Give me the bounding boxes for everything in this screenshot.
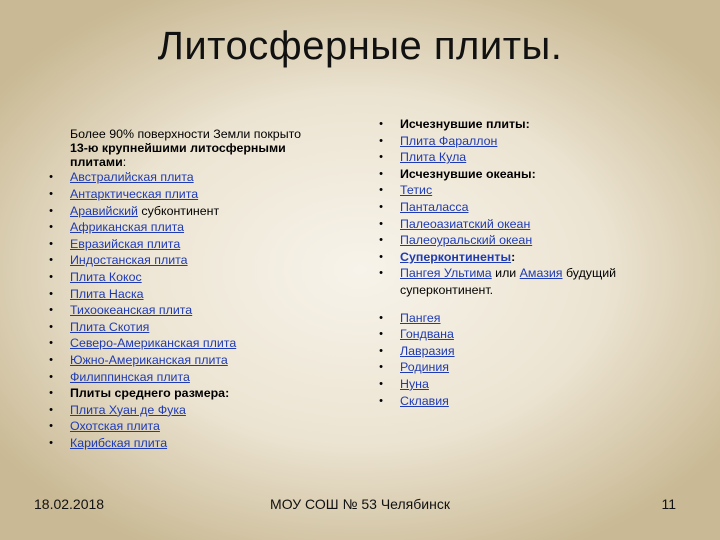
list-item	[49, 169, 340, 186]
list-item	[49, 236, 340, 253]
list-item	[379, 265, 668, 298]
footer-school: МОУ СОШ № 53 Челябинск	[270, 496, 450, 512]
list-item	[379, 393, 668, 410]
list-item	[379, 310, 668, 327]
item-link[interactable]: Палеоазиатский океан	[400, 216, 531, 231]
bullet-icon: •	[379, 134, 383, 147]
list-item	[49, 252, 340, 269]
item-link[interactable]: Гондвана	[400, 327, 454, 342]
bullet-icon: •	[49, 221, 53, 234]
item-link[interactable]: Родиния	[400, 360, 449, 375]
item-link[interactable]: Охотская плита	[70, 419, 160, 434]
list-item	[49, 286, 340, 303]
item-link[interactable]: Плита Скотия	[70, 319, 150, 334]
list-item	[379, 166, 668, 183]
list-item	[379, 199, 668, 216]
bullet-icon: •	[379, 267, 383, 280]
list-item	[49, 319, 340, 336]
bullet-icon: •	[49, 370, 53, 383]
item-link[interactable]: Плита Наска	[70, 286, 144, 301]
bullet-icon: •	[49, 304, 53, 317]
intro-plain: Более 90% поверхности Земли покрыто	[70, 127, 302, 141]
extinct-features-list	[379, 116, 668, 409]
list-item	[49, 369, 340, 386]
item-text: субконтинент	[137, 203, 220, 218]
bullet-icon: •	[49, 254, 53, 267]
item-link[interactable]: Плита Кула	[400, 150, 467, 165]
bullet-icon: •	[49, 337, 53, 350]
bullet-icon: •	[49, 287, 53, 300]
bullet-icon: •	[49, 204, 53, 217]
item-link[interactable]: Склавия	[400, 393, 449, 408]
list-item	[49, 385, 340, 402]
item-link[interactable]: Южно-Американская плита	[70, 352, 228, 367]
list-item	[379, 182, 668, 199]
list-item	[379, 133, 668, 150]
bullet-icon: •	[49, 187, 53, 200]
list-item	[379, 326, 668, 343]
item-heading: Исчезнувшие плиты:	[400, 117, 530, 131]
item-link[interactable]: Австралийская плита	[70, 170, 194, 185]
bullet-icon: •	[49, 387, 53, 400]
item-link[interactable]: Африканская плита	[70, 220, 185, 235]
bullet-icon: •	[49, 270, 53, 283]
bullet-icon: •	[379, 217, 383, 230]
item-link[interactable]: Нуна	[400, 376, 429, 391]
intro-bold: 13-ю крупнейшими литосферными плитами	[70, 140, 286, 169]
footer-page-number: 11	[661, 496, 676, 512]
bullet-icon: •	[379, 250, 383, 263]
intro-colon: :	[122, 154, 127, 169]
list-item	[49, 435, 340, 452]
item-link[interactable]: Антарктическая плита	[70, 186, 199, 201]
bullet-icon: •	[379, 394, 383, 407]
bullet-icon: •	[49, 171, 53, 184]
bullet-icon: •	[379, 344, 383, 357]
footer-date: 18.02.2018	[34, 496, 105, 512]
list-item	[379, 249, 668, 266]
list-item	[49, 269, 340, 286]
item-link[interactable]: Аравийский	[70, 203, 138, 218]
item-link[interactable]: Карибская плита	[70, 435, 168, 450]
item-link[interactable]: Лавразия	[400, 343, 455, 358]
item-link[interactable]: Палеоуральский океан	[400, 233, 533, 248]
bullet-icon: •	[379, 151, 383, 164]
list-item	[379, 359, 668, 376]
item-link[interactable]: Плита Кокос	[70, 269, 142, 284]
bullet-icon: •	[49, 403, 53, 416]
bullet-icon: •	[49, 353, 53, 366]
item-text: :	[511, 249, 516, 264]
bullet-icon: •	[49, 320, 53, 333]
list-item	[49, 302, 340, 319]
list-item	[49, 219, 340, 236]
list-item	[49, 402, 340, 419]
item-link[interactable]: Северо-Американская плита	[70, 336, 237, 351]
item-link[interactable]: Филиппинская плита	[70, 369, 190, 384]
list-item	[379, 232, 668, 249]
bullet-icon: •	[379, 200, 383, 213]
item-text: будущий суперконтинент.	[400, 266, 617, 297]
bullet-icon: •	[379, 184, 383, 197]
bullet-icon: •	[379, 311, 383, 324]
list-item	[49, 335, 340, 352]
item-link[interactable]: Амазия	[519, 266, 563, 281]
bullet-icon: •	[379, 377, 383, 390]
bullet-icon: •	[379, 167, 383, 180]
list-item	[49, 186, 340, 203]
list-item	[49, 418, 340, 435]
bullet-icon: •	[49, 420, 53, 433]
list-item	[379, 343, 668, 360]
item-link[interactable]: Пангея Ультима	[400, 266, 492, 281]
item-heading: Плиты среднего размера:	[70, 386, 230, 401]
item-link[interactable]: Тихоокеанская плита	[70, 303, 193, 318]
item-link[interactable]: Индостанская плита	[70, 253, 188, 268]
bullet-icon: •	[379, 361, 383, 374]
major-plates-list	[49, 127, 340, 451]
item-link[interactable]: Тетис	[400, 183, 433, 198]
item-text: или	[491, 266, 520, 281]
bullet-icon: •	[379, 234, 383, 247]
item-link[interactable]: Плита Хуан де Фука	[70, 402, 186, 417]
bullet-icon: •	[379, 118, 383, 130]
item-link[interactable]: Суперконтиненты	[400, 249, 512, 264]
item-link[interactable]: Пангея	[400, 310, 441, 325]
item-link[interactable]: Евразийская плита	[70, 236, 181, 251]
bullet-icon: •	[49, 436, 53, 449]
item-link[interactable]: Плита Фараллон	[400, 133, 498, 148]
list-item	[379, 149, 668, 166]
bullet-icon: •	[49, 237, 53, 250]
item-link[interactable]: Панталасса	[400, 199, 469, 214]
bullet-icon: •	[379, 328, 383, 341]
list-item	[49, 352, 340, 369]
list-item	[379, 116, 668, 133]
item-heading: Исчезнувшие океаны:	[400, 166, 536, 181]
slide-title: Литосферные плиты.	[157, 24, 563, 68]
list-item	[49, 203, 340, 220]
list-item	[379, 216, 668, 233]
list-item	[379, 376, 668, 393]
intro-text	[70, 128, 340, 169]
